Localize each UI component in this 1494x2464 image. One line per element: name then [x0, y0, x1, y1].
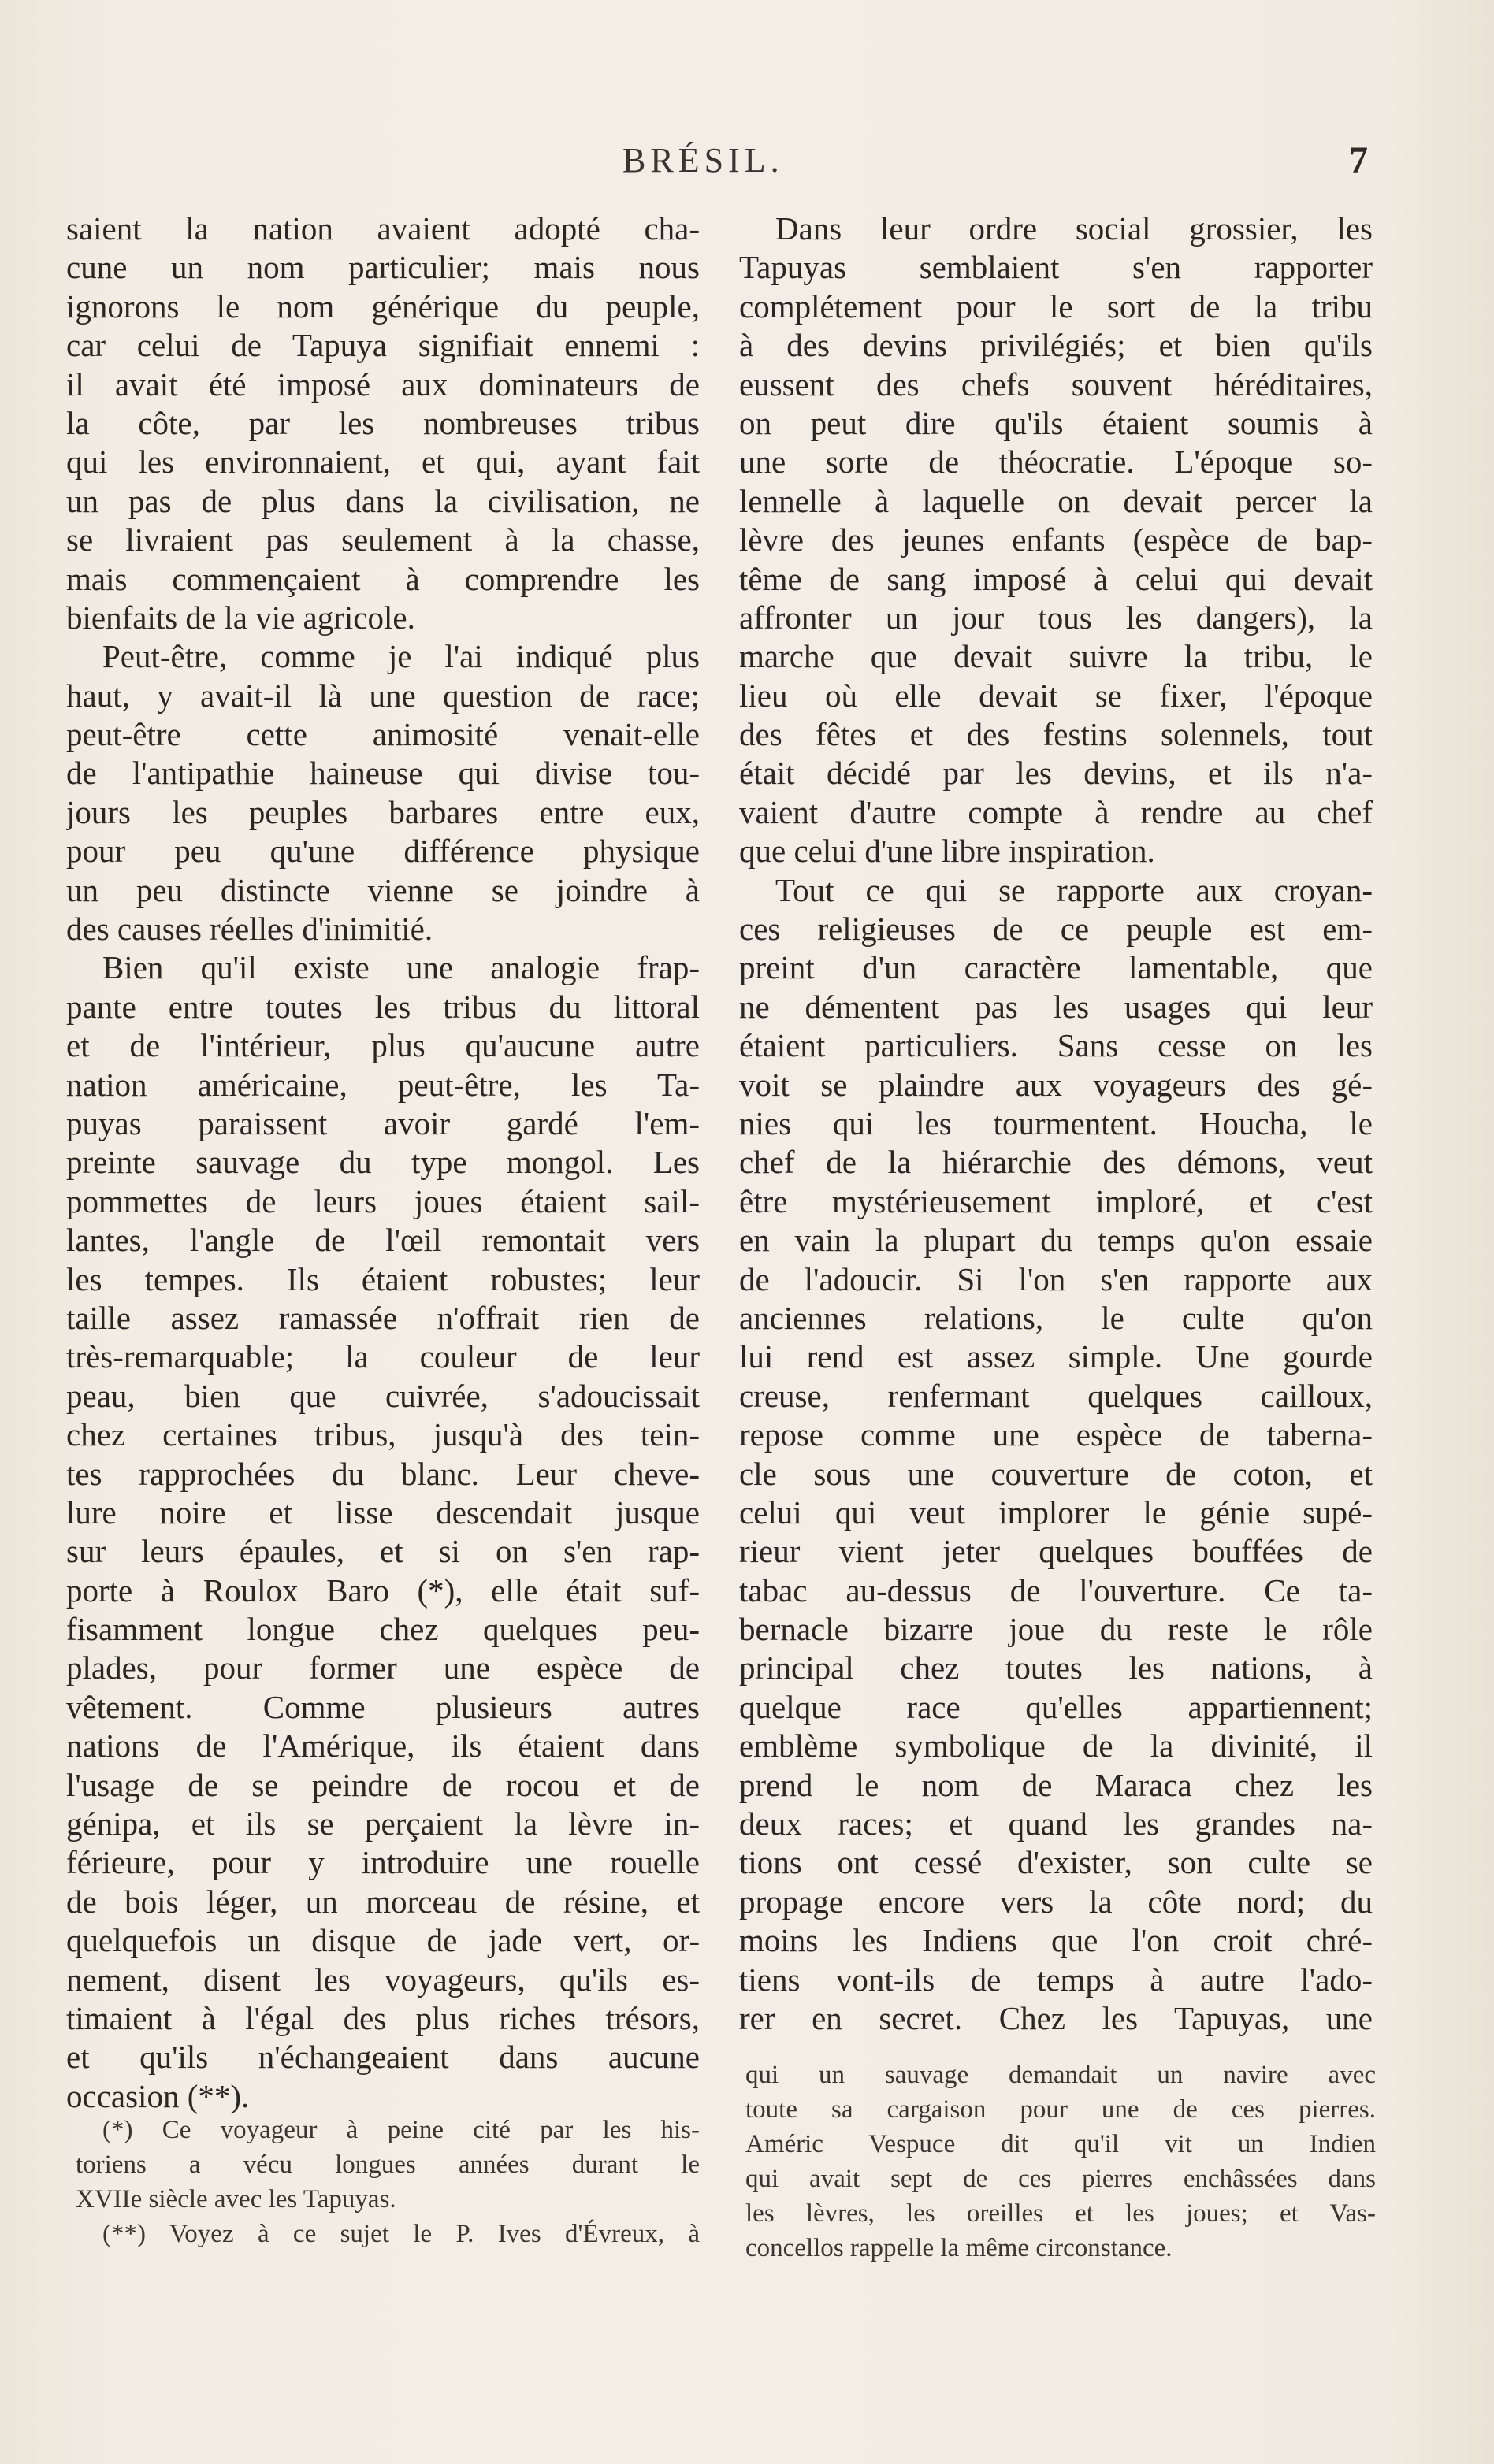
body-text-line: lure noire et lisse descendait jusque: [66, 1494, 700, 1531]
body-text-line: l'usage de se peindre de rocou et de: [66, 1766, 700, 1803]
body-text-line: ne démentent pas les usages qui leur: [739, 988, 1373, 1025]
body-text-line: complétement pour le sort de la tribu: [739, 288, 1373, 325]
body-text-line: très-remarquable; la couleur de leur: [66, 1338, 700, 1375]
body-text-line: et de l'intérieur, plus qu'aucune autre: [66, 1027, 700, 1064]
body-text-line: lantes, l'angle de l'œil remontait vers: [66, 1222, 700, 1259]
body-text-line: deux races; et quand les grandes na-: [739, 1805, 1373, 1842]
body-text-line: vaient d'autre compte à rendre au chef: [739, 793, 1373, 830]
footnote-line: qui avait sept de ces pierres enchâssées dans: [745, 2165, 1376, 2193]
body-text-line: pante entre toutes les tribus du littoral: [66, 988, 700, 1025]
body-text-line: tiens vont-ils de temps à autre l'ado-: [739, 1961, 1373, 1998]
body-text-line: Bien qu'il existe une analogie frap-: [102, 949, 700, 986]
body-text-line: un pas de plus dans la civilisation, ne: [66, 482, 700, 519]
body-text-line: des fêtes et des festins solennels, tout: [739, 716, 1373, 753]
body-text-line: celui qui veut implorer le génie supé-: [739, 1494, 1373, 1531]
footnotes-right: [745, 2058, 1376, 2265]
body-text-line: eussent des chefs souvent héréditaires,: [739, 366, 1373, 403]
body-text-line: étaient particuliers. Sans cesse on les: [739, 1027, 1373, 1064]
body-text-line: cune un nom particulier; mais nous: [66, 249, 700, 286]
footnote-line: XVIIe siècle avec les Tapuyas.: [76, 2185, 396, 2214]
body-text-line: était décidé par les devins, et ils n'a-: [739, 755, 1373, 792]
body-text-line: rer en secret. Chez les Tapuyas, une: [739, 1999, 1373, 2036]
body-text-line: porte à Roulox Baro (*), elle était suf-: [66, 1572, 700, 1609]
body-text-line: on peut dire qu'ils étaient soumis à: [739, 404, 1373, 441]
body-text-line: puyas paraissent avoir gardé l'em-: [66, 1104, 700, 1141]
body-text-line: tême de sang imposé à celui qui devait: [739, 560, 1373, 597]
footnote-line: qui un sauvage demandait un navire avec: [745, 2061, 1376, 2089]
body-text-line: Tapuyas semblaient s'en rapporter: [739, 249, 1373, 286]
body-text-line: emblème symbolique de la divinité, il: [739, 1727, 1373, 1765]
body-text-line: tions ont cessé d'exister, son culte se: [739, 1844, 1373, 1881]
body-text-line: à des devins privilégiés; et bien qu'ils: [739, 327, 1373, 364]
left-column: [66, 210, 700, 2116]
body-text-line: tes rapprochées du blanc. Leur cheve-: [66, 1455, 700, 1492]
body-text-line: génipa, et ils se perçaient la lèvre in-: [66, 1805, 700, 1842]
body-text-line: plades, pour former une espèce de: [66, 1649, 700, 1687]
footnote-line: (*) Ce voyageur à peine cité par les his-: [102, 2116, 700, 2144]
footnote-line: Améric Vespuce dit qu'il vit un Indien: [745, 2130, 1376, 2158]
body-text-line: de bois léger, un morceau de résine, et: [66, 1883, 700, 1920]
body-text-line: vêtement. Comme plusieurs autres: [66, 1688, 700, 1725]
page-number: 7: [1349, 139, 1368, 181]
body-text-line: principal chez toutes les nations, à: [739, 1649, 1373, 1687]
footnote-line: toute sa cargaison pour une de ces pierres.: [745, 2095, 1376, 2124]
body-text-line: qui les environnaient, et qui, ayant fait: [66, 443, 700, 481]
body-text-line: jours les peuples barbares entre eux,: [66, 793, 700, 830]
running-head: BRÉSIL.: [622, 141, 784, 180]
body-text-line: moins les Indiens que l'on croit chré-: [739, 1922, 1373, 1959]
body-text-line: peut-être cette animosité venait-elle: [66, 716, 700, 753]
body-text-line: voit se plaindre aux voyageurs des gé-: [739, 1066, 1373, 1103]
body-text-line: affronter un jour tous les dangers), la: [739, 599, 1373, 636]
right-column: [739, 210, 1373, 2038]
body-text-line: nies qui les tourmentent. Houcha, le: [739, 1104, 1373, 1141]
body-text-line: peau, bien que cuivrée, s'adoucissait: [66, 1377, 700, 1414]
body-text-line: ignorons le nom générique du peuple,: [66, 288, 700, 325]
body-text-line: pour peu qu'une différence physique: [66, 833, 700, 870]
body-text-line: repose comme une espèce de taberna-: [739, 1416, 1373, 1453]
footnote-line: toriens a vécu longues années durant le: [76, 2150, 700, 2179]
body-text-line: cle sous une couverture de coton, et: [739, 1455, 1373, 1492]
body-text-line: preint d'un caractère lamentable, que: [739, 949, 1373, 986]
body-text-line: et qu'ils n'échangeaient dans aucune: [66, 2039, 700, 2076]
body-text-line: ces religieuses de ce peuple est em-: [739, 911, 1373, 948]
body-text-line: lieu où elle devait se fixer, l'époque: [739, 677, 1373, 714]
body-text-line: sur leurs épaules, et si on s'en rap-: [66, 1533, 700, 1570]
body-text-line: quelquefois un disque de jade vert, or-: [66, 1922, 700, 1959]
body-text-line: quelque race qu'elles appartiennent;: [739, 1688, 1373, 1725]
body-text-line: timaient à l'égal des plus riches trésors,: [66, 1999, 700, 2036]
body-text-line: saient la nation avaient adopté cha-: [66, 210, 700, 247]
body-text-line: preinte sauvage du type mongol. Les: [66, 1144, 700, 1181]
body-text-line: se livraient pas seulement à la chasse,: [66, 521, 700, 558]
footnote-line: concellos rappelle la même circonstance.: [745, 2234, 1173, 2262]
body-text-line: les tempes. Ils étaient robustes; leur: [66, 1260, 700, 1297]
body-text-line: Peut-être, comme je l'ai indiqué plus: [102, 638, 700, 675]
body-text-line: tabac au-dessus de l'ouverture. Ce ta-: [739, 1572, 1373, 1609]
body-text-line: occasion (**).: [66, 2077, 250, 2114]
body-text-line: nations de l'Amérique, ils étaient dans: [66, 1727, 700, 1765]
body-text-line: taille assez ramassée n'offrait rien de: [66, 1299, 700, 1336]
body-text-line: des causes réelles d'inimitié.: [66, 911, 433, 948]
body-text-line: bernacle bizarre joue du reste le rôle: [739, 1611, 1373, 1648]
body-text-line: prend le nom de Maraca chez les: [739, 1766, 1373, 1803]
body-text-line: un peu distincte vienne se joindre à: [66, 871, 700, 908]
body-text-line: car celui de Tapuya signifiait ennemi :: [66, 327, 700, 364]
body-text-line: marche que devait suivre la tribu, le: [739, 638, 1373, 675]
body-text-line: de l'antipathie haineuse qui divise tou-: [66, 755, 700, 792]
body-text-line: Tout ce qui se rapporte aux croyan-: [775, 871, 1373, 908]
body-text-line: nement, disent les voyageurs, qu'ils es-: [66, 1961, 700, 1998]
body-text-line: propage encore vers la côte nord; du: [739, 1883, 1373, 1920]
body-text-line: une sorte de théocratie. L'époque so-: [739, 443, 1373, 481]
body-text-line: que celui d'une libre inspiration.: [739, 833, 1155, 870]
body-text-line: pommettes de leurs joues étaient sail-: [66, 1182, 700, 1219]
footnote-line: les lèvres, les oreilles et les joues; et Vas-: [745, 2199, 1376, 2228]
body-text-line: de l'adoucir. Si l'on s'en rapporte aux: [739, 1260, 1373, 1297]
body-text-line: Dans leur ordre social grossier, les: [775, 210, 1373, 247]
body-text-line: être mystérieusement imploré, et c'est: [739, 1182, 1373, 1219]
body-text-line: haut, y avait-il là une question de race;: [66, 677, 700, 714]
body-text-line: creuse, renfermant quelques cailloux,: [739, 1377, 1373, 1414]
body-text-line: mais commençaient à comprendre les: [66, 560, 700, 597]
body-text-line: nation américaine, peut-être, les Ta-: [66, 1066, 700, 1103]
body-text-line: rieur vient jeter quelques bouffées de: [739, 1533, 1373, 1570]
body-text-line: lèvre des jeunes enfants (espèce de bap-: [739, 521, 1373, 558]
body-text-line: il avait été imposé aux dominateurs de: [66, 366, 700, 403]
body-text-line: chef de la hiérarchie des démons, veut: [739, 1144, 1373, 1181]
body-text-line: férieure, pour y introduire une rouelle: [66, 1844, 700, 1881]
body-text-line: fisamment longue chez quelques peu-: [66, 1611, 700, 1648]
body-text-line: lui rend est assez simple. Une gourde: [739, 1338, 1373, 1375]
body-text-line: lennelle à laquelle on devait percer la: [739, 482, 1373, 519]
body-text-line: anciennes relations, le culte qu'on: [739, 1299, 1373, 1336]
body-text-line: la côte, par les nombreuses tribus: [66, 404, 700, 441]
body-text-line: en vain la plupart du temps qu'on essaie: [739, 1222, 1373, 1259]
body-text-line: bienfaits de la vie agricole.: [66, 599, 415, 636]
footnotes-left: [76, 2113, 700, 2251]
body-text-line: chez certaines tribus, jusqu'à des tein-: [66, 1416, 700, 1453]
footnote-line: (**) Voyez à ce sujet le P. Ives d'Évreux, à: [102, 2220, 700, 2248]
